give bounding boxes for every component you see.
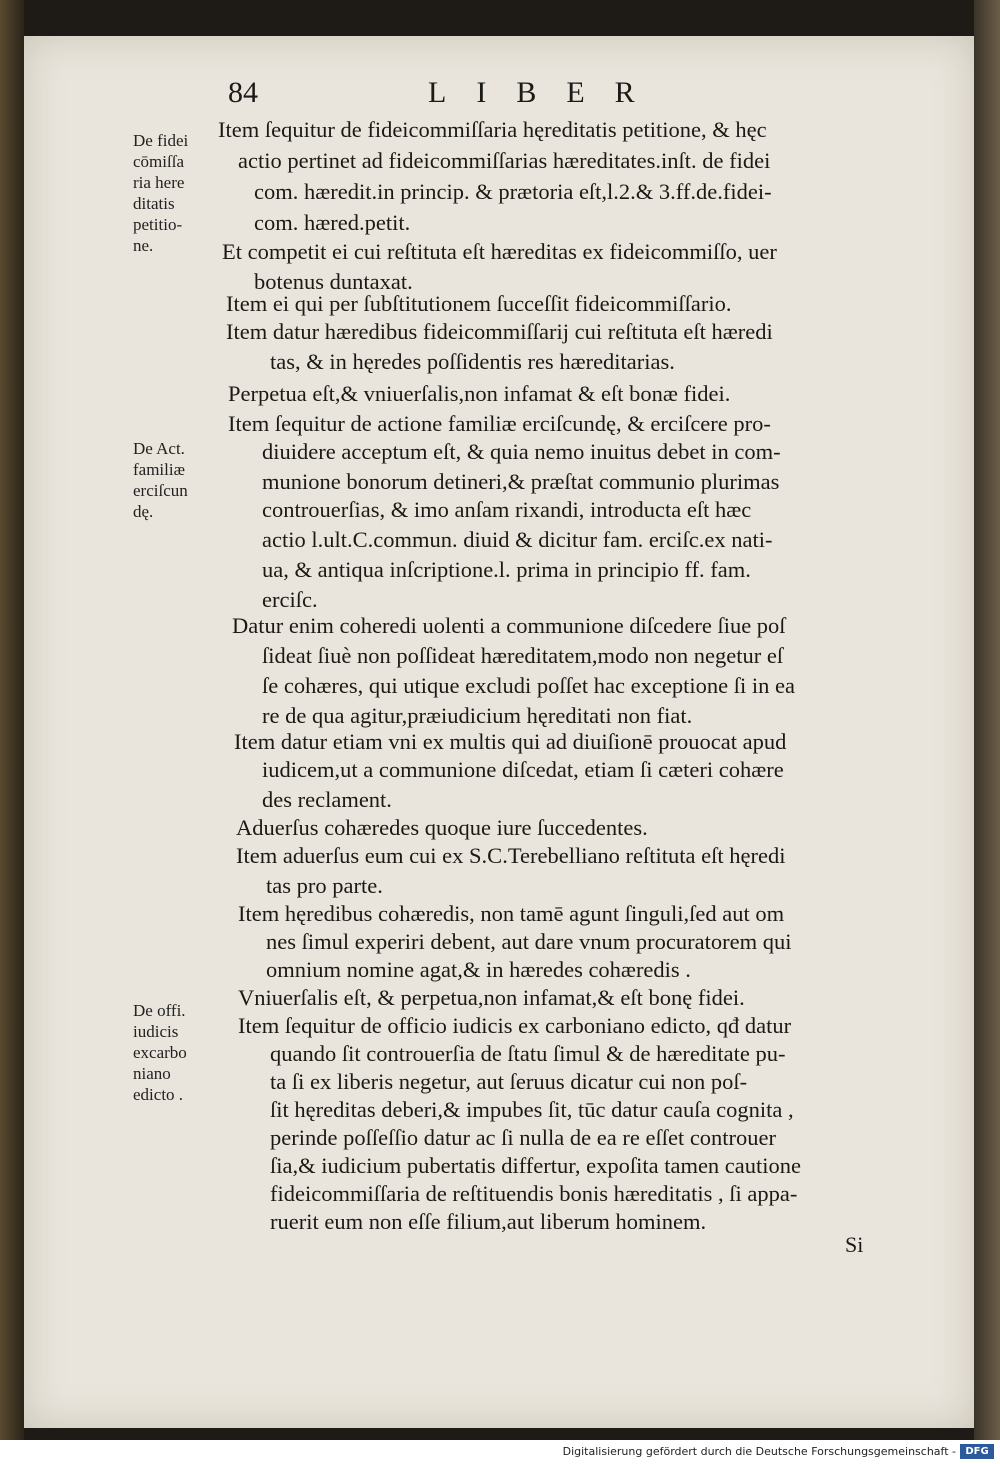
text-line: ruerit eum non eſſe filium,aut liberum hominem. — [270, 1209, 707, 1234]
text-line: Item aduerſus eum cui ex S.C.Terebelliano reſtituta eſt hęredi — [236, 843, 786, 868]
text-line: Perpetua eſt,& vniuerſalis,non infamat & eſt bonæ fidei. — [228, 381, 731, 406]
text-line: Et competit ei cui reſtituta eſt hæreditas ex fideicommiſſo, uer — [222, 239, 777, 264]
footer-bar — [0, 1440, 1000, 1464]
text-line: Datur enim coheredi uolenti a communione diſcedere ſiue poſ — [232, 613, 786, 638]
text-line: actio pertinet ad fideicommiſſarias hæreditates.inſt. de fidei — [238, 148, 771, 173]
text-line: ſit hęreditas deberi,& impubes ſit, tūc datur cauſa cognita , — [270, 1097, 794, 1122]
text-line: erciſc. — [262, 587, 318, 612]
text-line: ſe cohæres, qui utique excludi poſſet hac exceptione ſi in ea — [262, 673, 795, 698]
text-line: ſia,& iudicium pubertatis differtur, expoſita tamen cautione — [270, 1153, 802, 1178]
text-line: actio l.ult.C.commun. diuid & dicitur fam. erciſc.ex nati- — [262, 527, 773, 552]
text-line: munione bonorum detineri,& præſtat communio plurimas — [262, 469, 780, 494]
text-line: Item ſequitur de fideicommiſſaria hęreditatis petitione, & hęc — [218, 117, 767, 142]
text-line: botenus duntaxat. — [254, 269, 413, 294]
text-line: ta ſi ex liberis negetur, aut ſeruus dicatur cui non poſ- — [270, 1069, 748, 1094]
text-line: com. hæredit.in princip. & prætoria eſt,l.2.& 3.ff.de.fidei- — [254, 179, 772, 204]
text-line: Item ei qui per ſubſtitutionem ſucceſſit fideicommiſſario. — [226, 291, 732, 316]
page-header — [228, 72, 888, 116]
text-line: fideicommiſſaria de reſtituendis bonis hæreditatis , ſi appa- — [270, 1181, 798, 1206]
text-line: quando ſit controuerſia de ſtatu ſimul & de hæreditate pu- — [270, 1041, 786, 1066]
text-line: tas pro parte. — [266, 873, 383, 898]
footer-credit: Digitalisierung gefördert durch die Deutsche Forschungsgemeinschaft - — [562, 1445, 956, 1458]
text-line: controuerſias, & imo anſam rixandi, introducta eſt hæc — [262, 497, 752, 522]
text-line: Item datur hæredibus fideicommiſſarij cui reſtituta eſt hæredi — [226, 319, 773, 344]
page-edge — [974, 0, 1000, 1440]
book-spine — [0, 0, 24, 1440]
text-line: tas, & in hęredes poſſidentis res hæreditarias. — [270, 349, 675, 374]
running-title: LIBER — [428, 76, 665, 109]
text-line: omnium nomine agat,& in hæredes cohæredis . — [266, 957, 691, 982]
text-line: ſideat ſiuè non poſſideat hæreditatem,modo non negetur eſ — [262, 643, 784, 668]
text-line: com. hæred.petit. — [254, 210, 411, 235]
text-line: Aduerſus cohæredes quoque iure ſuccedentes. — [236, 815, 648, 840]
dfg-logo-icon: DFG — [960, 1444, 994, 1459]
text-line: Item hęredibus cohæredis, non tamē agunt ſinguli,ſed aut om — [238, 901, 785, 926]
margin-note-familiae-erciscundae: De Act. familiæ erciſcun dę. — [133, 439, 188, 521]
text-line: iudicem,ut a communione diſcedat, etiam ſi cæteri cohære — [262, 757, 784, 782]
text-line: ua, & antiqua inſcriptione.l. prima in principio ff. fam. — [262, 557, 751, 582]
catchword: Si — [845, 1232, 864, 1257]
text-line: Item ſequitur de officio iudicis ex carboniano edicto, qđ datur — [238, 1013, 792, 1038]
margin-note-carboniano: De offi. iudicis excarbo niano edicto . — [133, 1001, 187, 1104]
text-line: Item datur etiam vni ex multis qui ad diuiſionē prouocat apud — [234, 729, 787, 754]
page-number: 84 — [228, 76, 258, 109]
text-line: diuidere acceptum eſt, & quia nemo inuitus debet in com- — [262, 439, 781, 464]
text-line: des reclament. — [262, 787, 392, 812]
text-line: perinde poſſeſſio datur ac ſi nulla de ea re eſſet controuer — [270, 1125, 777, 1150]
text-line: nes ſimul experiri debent, aut dare vnum procuratorem qui — [266, 929, 792, 954]
text-line: Vniuerſalis eſt, & perpetua,non infamat,& eſt bonę fidei. — [238, 985, 745, 1010]
text-line: Item ſequitur de actione familiæ erciſcundę, & erciſcere pro- — [228, 411, 771, 436]
margin-note-fideicommissaria: De fidei cōmiſſa ria here ditatis petitio- ne. — [133, 131, 189, 255]
text-line: re de qua agitur,præiudicium hęreditati non fiat. — [262, 703, 693, 728]
